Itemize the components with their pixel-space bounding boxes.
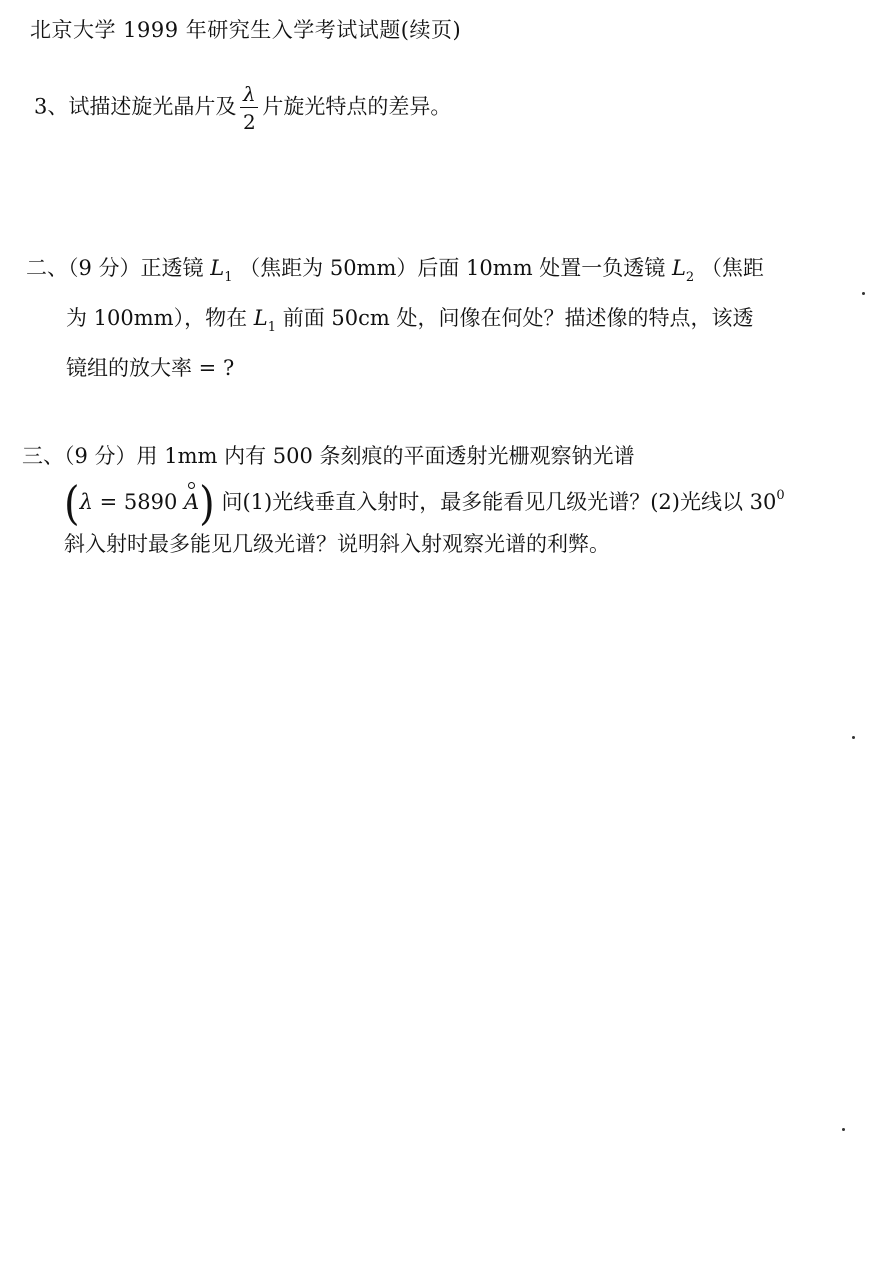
problem-3-line-3: 斜入射时最多能见几级光谱？说明斜入射观察光谱的利弊。: [64, 531, 610, 556]
question-3: [34, 84, 451, 132]
right-paren: ): [199, 477, 215, 530]
problem-3-line-2: [22, 476, 785, 530]
question-3-suffix: 片旋光特点的差异。: [262, 94, 452, 119]
problem-2-line-3: 镜组的放大率 = ?: [66, 356, 235, 380]
left-paren: (: [64, 477, 80, 530]
problem-2-line-2-b: 前面 50cm 处，问像在何处？描述像的特点，该透: [282, 306, 754, 330]
problem-2-line-1: [26, 248, 764, 298]
problem-3-line-2-text: 问(1)光线垂直入射时，最多能看见几级光谱？(2)光线以 30: [221, 490, 777, 514]
lens-l2-subscript: 2: [685, 270, 695, 285]
scan-speck: [862, 292, 865, 295]
lens-l1-ref-symbol: L: [253, 306, 268, 330]
problem-3: [22, 436, 785, 564]
page-header: 北京大学 1999 年研究生入学考试试题(续页): [30, 18, 462, 42]
fraction-denominator: 2: [243, 110, 256, 134]
scan-speck: [842, 1128, 845, 1131]
scan-speck: [852, 736, 855, 739]
degree-superscript: 0: [776, 488, 785, 503]
lens-l1-ref-subscript: 1: [267, 320, 277, 335]
lens-l1-subscript: 1: [224, 270, 233, 285]
problem-2-line-2-a: 为 100mm），物在: [66, 306, 248, 330]
wavelength-value: = 5890: [92, 490, 184, 514]
problem-2: [26, 248, 764, 388]
lens-l2-symbol: L: [671, 256, 686, 280]
problem-2-text-c: （焦距: [700, 256, 764, 280]
problem-2-text-b: （焦距为 50mm）后面 10mm 处置一负透镜: [239, 256, 666, 280]
lens-l1-symbol: L: [210, 256, 225, 280]
question-3-prefix: 3、试描述旋光晶片及: [34, 94, 237, 119]
problem-3-line-1: 三、（9 分）用 1mm 内有 500 条刻痕的平面透射光栅观察钠光谱: [22, 444, 635, 468]
problem-2-text-a: 二、（9 分）正透镜: [26, 256, 204, 280]
lambda-over-2-fraction: [240, 84, 258, 132]
problem-2-line-2: [26, 298, 764, 348]
angstrom-unit: A: [184, 490, 200, 514]
lambda-symbol: λ: [79, 490, 93, 514]
fraction-numerator: λ: [243, 82, 256, 106]
